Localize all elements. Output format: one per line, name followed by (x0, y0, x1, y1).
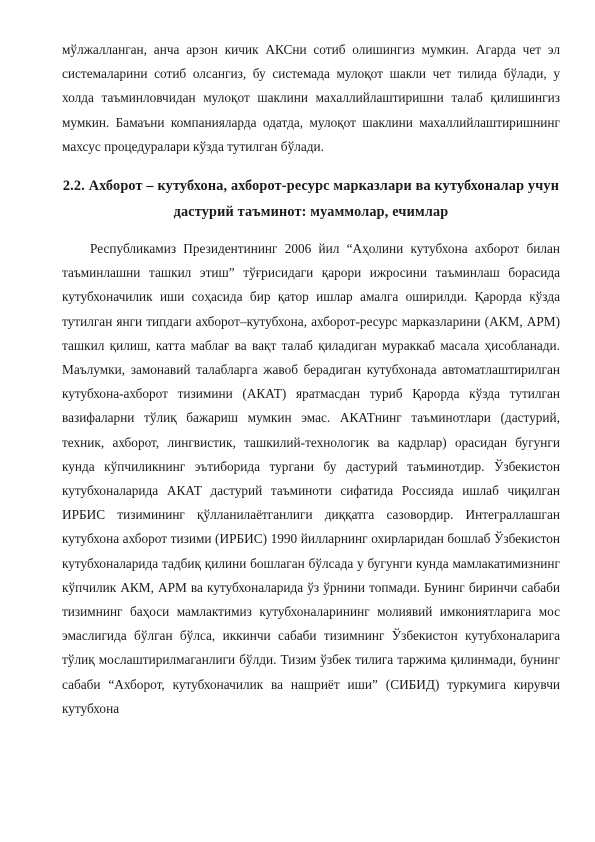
paragraph-2: Республикамиз Президентининг 2006 йил “Аҳолини кутубхона ахборот билан таъминлашни ташкил этиш” тўғрисидаги қарори ижросини таъминлаш борасида кутубхоначилик иши соҳасида бир қатор ишлар амалга оширилди. Қарорда кўзда тутилган янги типдаги ахборот–кутубхона, ахборот-ресурс марказларини (АКМ, АРМ) ташкил қилиш, катта маблағ ва вақт талаб қиладиган мураккаб масала ҳисобланади. Маълумки, замонавий талабларга жавоб берадиган кутубхонада автоматлаштирилган кутубхона-ахборот тизимини (АКАТ) яратмасдан туриб Қарорда кўзда тутилган вазифаларни тўлиқ бажариш мумкин эмас. АКАТнинг таъминотлари (дастурий, техник, ахборот, лингвистик, ташкилий-технологик ва кадрлар) орасидан бугунги кунда кўпчиликнинг эътиборида тургани бу дастурий таъминотдир. Ўзбекистон кутубхоналарида АКАТ дастурий таъминоти сифатида Россияда ишлаб чиқилган ИРБИС тизимининг қўлланилаётганлиги диққатга сазовордир. Интеграллашган кутубхона ахборот тизими (ИРБИС) 1990 йилларнинг охирларидан бошлаб Ўзбекистон кутубхоналарида тадбиқ қилини бошлаган бўлсада у бугунги кунда мамлакатимизнинг кўпчилик АКМ, АРМ ва кутубхоналарида ўз ўрнини топмади. Бунинг биринчи сабаби тизимнинг баҳоси мамлактимиз кутубхоналарининг молиявий имкониятларига мос эмаслигида бўлган бўлса, иккинчи сабаби тизимнинг Ўзбекистон кутубхоналарига тўлиқ мослаштирилмаганлиги бўлди. Тизим ўзбек тилига таржима қилинмади, бунинг сабаби “Ахборот, кутубхоначилик ва нашриёт иши” (СИБИД) туркумига кирувчи кутубхона (62, 241, 560, 716)
section-heading: 2.2. Ахборот – кутубхона, ахборот-ресурс марказлари ва кутубхоналар учун дастурий таъминот: муаммолар, ечимлар (62, 178, 560, 221)
paragraph-1: мўлжалланган, анча арзон кичик АКСни сотиб олишингиз мумкин. Агарда чет эл системаларини сотиб олсангиз, бу системада мулоқот шакли чет тилида бўлади, у холда таъминловчидан мулоқот шаклини махаллийлаштиришни талаб қилишингиз мумкин. Бамаъни компанияларда одатда, мулоқот шаклини махаллийлаштиришнинг махсус процедуралари кўзда тутилган бўлади. (62, 42, 560, 154)
document-page (62, 38, 560, 721)
